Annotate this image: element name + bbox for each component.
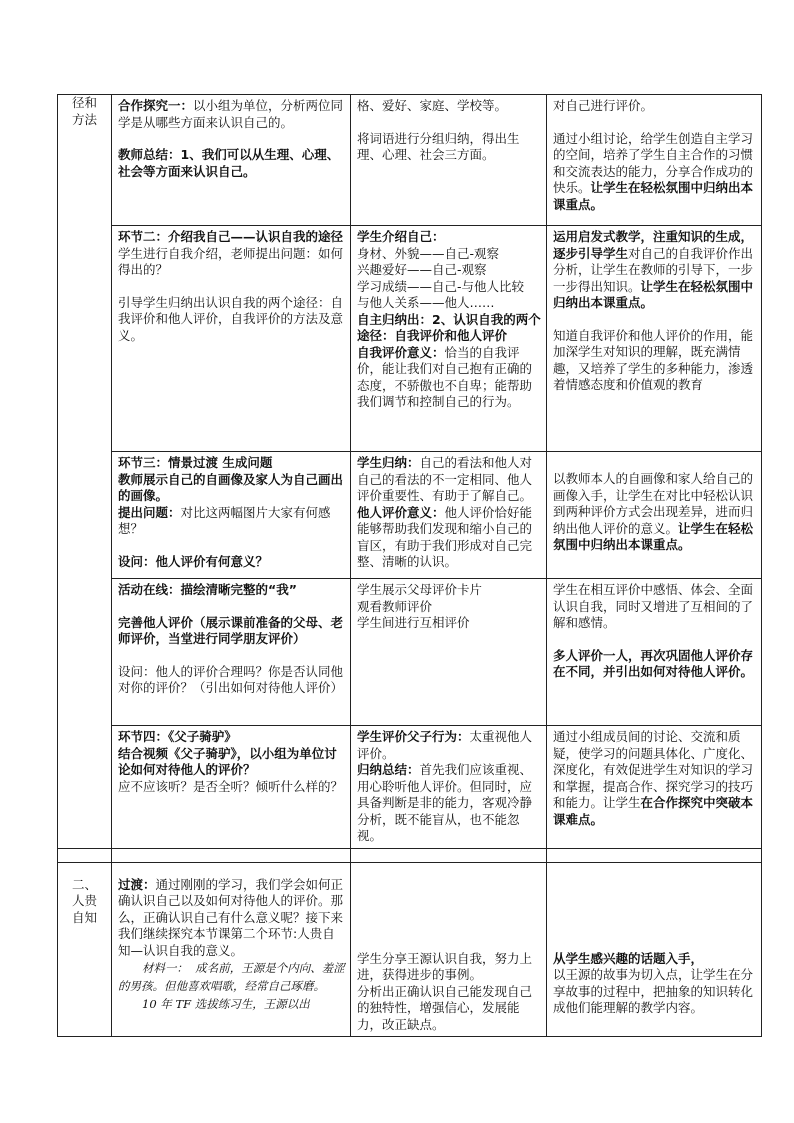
table-row xyxy=(58,452,762,579)
activity-bold: 完善他人评价（展示课前准备的父母、老师评价，当堂进行同学朋友评价） xyxy=(118,614,344,646)
student-summary: 自主归纳出：2、认识自我的两个途径：自我评价和他人评价 xyxy=(357,311,541,343)
student-cell xyxy=(351,862,547,1037)
intent-text: 以教师本人的自画像和家人给自己的画像入手，让学生在对比中轻松认识到两种评价方式会出现差异，进而归纳出他人评价的意义。 xyxy=(553,471,754,536)
activity-text: 学生进行自我介绍，老师提出问题：如何得出的？ xyxy=(118,245,344,277)
activity-title: 过渡： xyxy=(118,876,156,892)
student-cell xyxy=(351,452,547,579)
section-label: 二、 人贵 自知 xyxy=(71,876,97,925)
student-line: 学生展示父母评价卡片 xyxy=(357,582,483,597)
student-line: 学习成绩——自己-与他人比较 xyxy=(357,278,525,294)
student-text: 自己的看法和他人对自己的看法的不一定相同、他人评价重要性、有助于了解自己。 xyxy=(357,455,533,503)
student-summary-title: 归纳总结： xyxy=(357,762,420,777)
activity-cell xyxy=(112,95,351,226)
teacher-summary: 教师总结：1、我们可以从生理、心理、社会等方面来认识自己。 xyxy=(118,147,340,179)
table-row xyxy=(58,226,762,452)
question-title: 提出问题： xyxy=(118,504,181,520)
student-title: 学生归纳： xyxy=(357,455,420,470)
lesson-plan-table xyxy=(57,94,762,1037)
table-row xyxy=(58,579,762,726)
student-line: 观看教师评价 xyxy=(357,598,433,614)
intent-text: 对自己进行评价。 xyxy=(553,98,654,113)
student-meaning-title: 自我评价意义： xyxy=(357,344,445,360)
activity-text: 引导学生归纳出认识自我的两个途径：自我评价和他人评价，自我评价的方法及意义。 xyxy=(118,294,344,343)
table-row xyxy=(58,95,762,226)
student-title: 学生介绍自己： xyxy=(357,229,445,244)
student-cell xyxy=(351,726,547,849)
activity-text: 通过刚刚的学习，我们学会如何正确认识自己以及如何对待他人的评价。那么，正确认识自己有什么意义呢？接下来我们继续探究本节课第二个环节:人贵自知—认识自我的意义。 xyxy=(118,876,344,958)
intent-text: 通过小组成员间的讨论、交流和质疑，使学习的问题具体化、广度化、深度化，有效促进学生对知识的学习和掌握，提高合作、探究学习的技巧和能力。让学生 xyxy=(553,729,754,810)
intent-cell xyxy=(547,579,762,726)
activity-cell xyxy=(112,452,351,579)
intent-cell xyxy=(547,862,762,1037)
intent-cell xyxy=(547,95,762,226)
activity-title: 环节三：情景过渡 生成问题 xyxy=(118,455,273,470)
activity-text: 以小组为单位，分析两位同学是从哪些方面来认识自己的。 xyxy=(118,98,344,130)
student-text: 太重视他人评价。 xyxy=(357,729,533,761)
student-text: 格、爱好、家庭、学校等。 xyxy=(357,98,508,113)
student-cell xyxy=(351,579,547,726)
section-label: 径和 方法 xyxy=(71,95,97,127)
student-cell xyxy=(351,226,547,452)
student-text: 学生分享王源认识自我，努力上进，获得进步的事例。 xyxy=(357,950,533,982)
intent-bold: 让学生在轻松氛围中归纳出本课重点。 xyxy=(553,180,754,212)
student-cell xyxy=(351,95,547,226)
student-meaning: 他人评价恰好能能够帮助我们发现和缩小自己的盲区，有助于我们形成对自己完整、清晰的认识。 xyxy=(357,504,533,569)
spacer-row xyxy=(58,848,762,862)
table-row xyxy=(58,726,762,849)
intent-text: 知道自我评价和他人评价的作用，能加深学生对知识的理解，既充满情趣，又培养了学生的多种能力，渗透着情感态度和价值观的教育 xyxy=(553,327,754,392)
intent-bold: 让学生在轻松氛围中归纳出本课重点。 xyxy=(553,520,754,552)
intent-bold: 运用启发式教学，注重知识的生成，逐步引导学生 xyxy=(553,229,754,261)
activity-title: 环节四：《父子骑驴》 xyxy=(118,729,237,744)
intent-text: 对自己的自我评价作出分析，让学生在教师的引导下，一步一步得出知识。 xyxy=(553,245,754,294)
section-label-cell xyxy=(58,95,112,849)
activity-text: 设问：他人的评价合理吗？你是否认同他对你的评价？（引出如何对待他人评价） xyxy=(118,663,344,695)
question-text: 对比这两幅图片大家有何感想？ xyxy=(118,504,331,536)
material-text: 10 年 TF 选拔练习生，王源以出 xyxy=(142,997,310,1011)
activity-cell xyxy=(112,226,351,452)
student-line: 身材、外貌——自己-观察 xyxy=(357,245,500,261)
student-meaning: 恰当的自我评价，能让我们对自己抱有正确的态度，不骄傲也不自卑；能帮助我们调节和控制自己的行为。 xyxy=(357,344,533,409)
section-label-cell xyxy=(58,862,112,1037)
activity-title: 环节二：介绍我自己——认识自我的途径 xyxy=(118,229,344,244)
student-title: 学生评价父子行为： xyxy=(357,729,470,744)
activity-cell xyxy=(112,579,351,726)
activity-text: 应不应该听？是否全听？倾听什么样的？ xyxy=(118,778,344,794)
student-line: 兴趣爱好——自己-观察 xyxy=(357,262,487,277)
intent-bold: 让学生在轻松氛围中归纳出本课重点。 xyxy=(553,278,754,310)
activity-cell xyxy=(112,726,351,849)
student-text: 分析出正确认识自己能发现自己的独特性，增强信心，发展能力，改正缺点。 xyxy=(357,983,533,1032)
student-meaning-title: 他人评价意义： xyxy=(357,504,445,520)
material-text: 材料一： 成名前，王源是个内向、羞涩的男孩。但他喜欢唱歌，经常自己琢磨。 xyxy=(118,961,345,993)
intent-text: 通过小组讨论，给学生创造自主学习的空间，培养了学生自主合作的习惯和交流表达的能力，分享合作成功的快乐。 xyxy=(553,130,754,195)
question-bold: 设问：他人评价有何意义？ xyxy=(118,553,269,569)
intent-bold: 多人评价一人，再次巩固他人评价存在不同，并引出如何对待他人评价。 xyxy=(553,647,754,679)
activity-bold: 教师展示自己的自画像及家人为自己画出的画像。 xyxy=(118,471,344,503)
intent-cell xyxy=(547,452,762,579)
intent-bold: 在合作探究中突破本课难点。 xyxy=(553,795,754,827)
table-row xyxy=(58,862,762,1037)
intent-text: 学生在相互评价中感悟、体会、全面认识自我，同时又增进了互相间的了解和感情。 xyxy=(553,582,754,630)
intent-cell xyxy=(547,226,762,452)
activity-bold: 结合视频《父子骑驴》，以小组为单位讨论如何对待他人的评价？ xyxy=(118,745,337,777)
student-line: 学生间进行互相评价 xyxy=(357,615,470,630)
activity-title: 活动在线：描绘清晰完整的“我” xyxy=(118,582,297,597)
activity-heading: 合作探究一： xyxy=(118,98,194,113)
student-line: 与他人关系——他人…… xyxy=(357,295,495,310)
intent-text: 以王源的故事为切入点，让学生在分享故事的过程中，把抽象的知识转化成他们能理解的教学内容。 xyxy=(553,967,754,1015)
intent-bold: 从学生感兴趣的话题入手， xyxy=(553,950,704,966)
student-text: 将词语进行分组归纳，得出生理、心理、社会三方面。 xyxy=(357,130,520,162)
student-summary: 首先我们应该重视、用心聆听他人评价。但同时，应具备判断是非的能力，客观冷静分析，既不能盲从，也不能忽视。 xyxy=(357,762,533,843)
intent-cell xyxy=(547,726,762,849)
activity-cell xyxy=(112,862,351,1037)
